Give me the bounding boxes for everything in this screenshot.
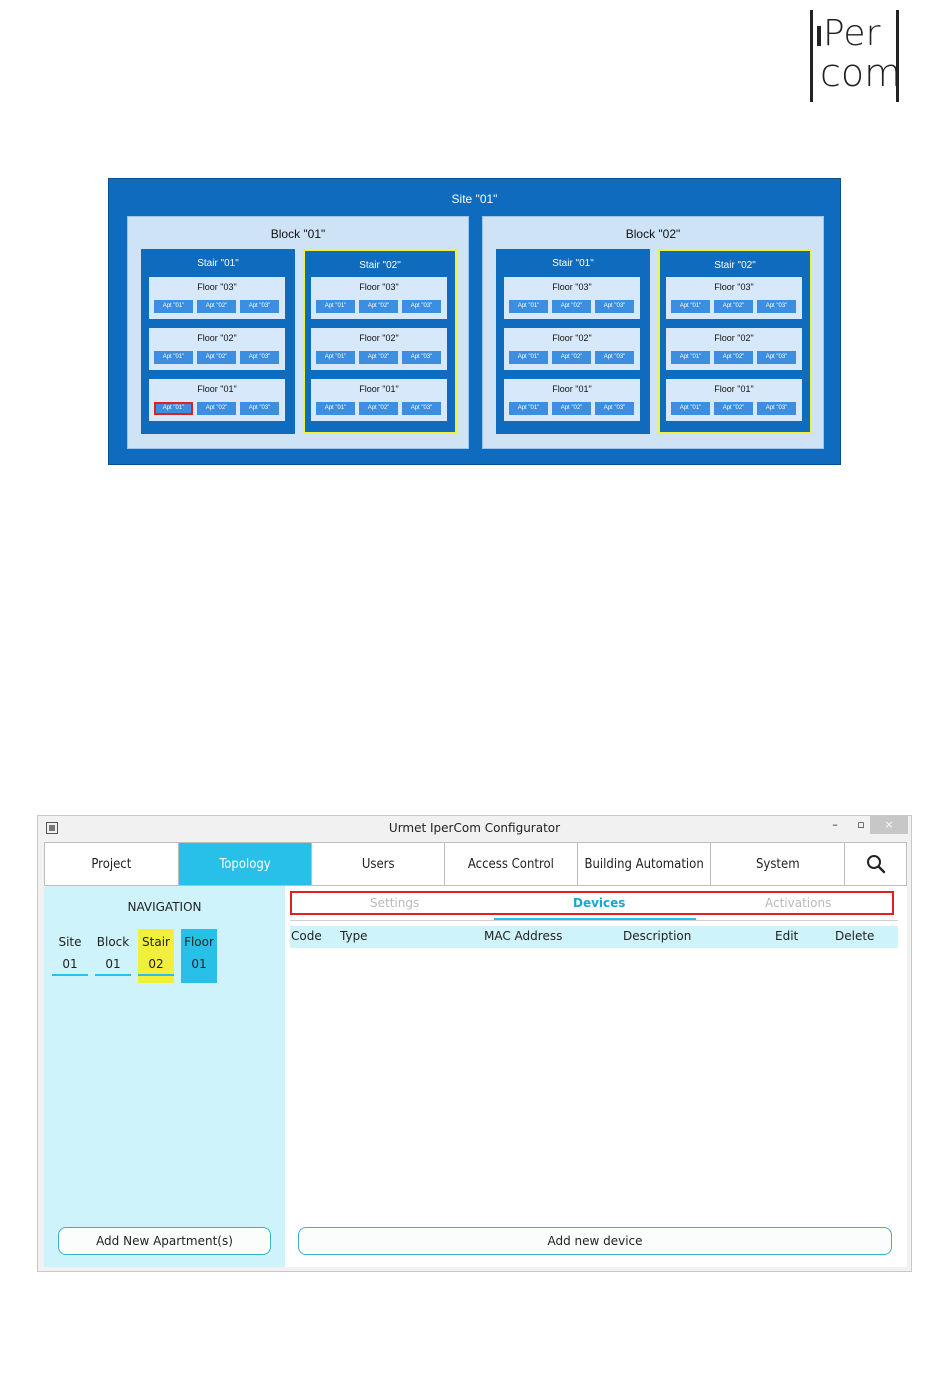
apartment: Apt "02" bbox=[552, 402, 591, 415]
logo-i-stem bbox=[817, 26, 821, 46]
search-icon bbox=[866, 854, 886, 874]
floor bbox=[504, 328, 640, 370]
nav-floor-value: 01 bbox=[181, 957, 217, 976]
apartment: Apt "02" bbox=[197, 351, 236, 364]
nav-stair-label: Stair bbox=[142, 935, 170, 949]
floor bbox=[666, 379, 802, 421]
main-menu-bar bbox=[44, 842, 907, 886]
floor-label: Floor "02" bbox=[714, 333, 754, 343]
apartment: Apt "02" bbox=[197, 300, 236, 313]
col-edit: Edit bbox=[775, 929, 799, 943]
col-code: Code bbox=[291, 929, 322, 943]
close-button[interactable]: × bbox=[870, 816, 908, 834]
stair-2 bbox=[303, 249, 457, 434]
minimize-button[interactable]: – bbox=[832, 818, 838, 831]
logo-text-per: Per bbox=[823, 13, 881, 54]
nav-floor-label: Floor bbox=[184, 935, 214, 949]
floor-label: Floor "02" bbox=[552, 333, 592, 343]
apartment: Apt "01" bbox=[154, 300, 193, 313]
col-mac-address: MAC Address bbox=[484, 929, 563, 943]
apartment: Apt "01" bbox=[509, 351, 548, 364]
apartment: Apt "03" bbox=[240, 351, 279, 364]
floor bbox=[149, 328, 285, 370]
floor bbox=[149, 277, 285, 319]
apartment-row bbox=[154, 351, 279, 364]
ipercom-logo bbox=[808, 10, 903, 105]
devices-panel bbox=[285, 886, 907, 1267]
apartment-row bbox=[154, 402, 279, 415]
apartment-row bbox=[154, 300, 279, 313]
apartment-row bbox=[316, 351, 441, 364]
nav-site-value: 01 bbox=[52, 957, 88, 976]
menu-users[interactable]: Users bbox=[312, 843, 445, 885]
floor-label: Floor "03" bbox=[359, 282, 399, 292]
menu-topology[interactable]: Topology bbox=[179, 843, 313, 885]
floor-label: Floor "01" bbox=[359, 384, 399, 394]
floor bbox=[311, 328, 447, 370]
apartment: Apt "03" bbox=[757, 402, 796, 415]
add-apartment-button[interactable]: Add New Apartment(s) bbox=[58, 1227, 271, 1255]
nav-stair[interactable] bbox=[138, 929, 174, 983]
floor bbox=[311, 379, 447, 421]
floor-label: Floor "03" bbox=[197, 282, 237, 292]
apartment: Apt "01" bbox=[671, 402, 710, 415]
apartment-row bbox=[316, 402, 441, 415]
subtab-settings[interactable]: Settings bbox=[370, 896, 420, 910]
block-label: Block "01" bbox=[270, 227, 326, 241]
configurator-window bbox=[37, 815, 912, 1272]
stair-1 bbox=[141, 249, 295, 434]
stair-label: Stair "01" bbox=[197, 258, 239, 269]
nav-stair-value: 02 bbox=[138, 957, 174, 976]
apartment: Apt "01" bbox=[509, 300, 548, 313]
apartment-row bbox=[509, 300, 634, 313]
maximize-button[interactable]: ▫ bbox=[857, 818, 865, 831]
block-label: Block "02" bbox=[625, 227, 681, 241]
menu-project[interactable]: Project bbox=[45, 843, 179, 885]
stair-label: Stair "01" bbox=[552, 258, 594, 269]
stair-1 bbox=[496, 249, 650, 434]
floor bbox=[666, 328, 802, 370]
apartment-row bbox=[671, 402, 796, 415]
apartment: Apt "03" bbox=[240, 402, 279, 415]
apartment: Apt "03" bbox=[402, 300, 441, 313]
menu-system[interactable]: System bbox=[711, 843, 845, 885]
apartment: Apt "02" bbox=[714, 300, 753, 313]
floor bbox=[149, 379, 285, 421]
logo-left-bar bbox=[810, 10, 813, 102]
menu-building-automation[interactable]: Building Automation bbox=[578, 843, 712, 885]
apartment-selected: Apt "01" bbox=[154, 402, 193, 415]
floor bbox=[504, 379, 640, 421]
apartment: Apt "03" bbox=[595, 402, 634, 415]
apartment: Apt "01" bbox=[316, 300, 355, 313]
col-type: Type bbox=[340, 929, 368, 943]
navigation-panel bbox=[44, 886, 285, 1267]
nav-site-label: Site bbox=[58, 935, 82, 949]
col-description: Description bbox=[623, 929, 692, 943]
apartment: Apt "02" bbox=[552, 300, 591, 313]
nav-block-label: Block bbox=[96, 935, 130, 949]
subtab-devices[interactable]: Devices bbox=[573, 896, 626, 910]
apartment: Apt "03" bbox=[402, 351, 441, 364]
block-2 bbox=[482, 216, 824, 449]
add-device-button[interactable]: Add new device bbox=[298, 1227, 892, 1255]
apartment: Apt "01" bbox=[671, 351, 710, 364]
block-1 bbox=[127, 216, 469, 449]
floor-label: Floor "01" bbox=[197, 384, 237, 394]
apartment: Apt "01" bbox=[316, 402, 355, 415]
floor bbox=[666, 277, 802, 319]
stair-label: Stair "02" bbox=[714, 260, 756, 271]
apartment-row bbox=[509, 402, 634, 415]
menu-access-control[interactable]: Access Control bbox=[445, 843, 578, 885]
subtab-divider bbox=[290, 920, 898, 921]
floor-label: Floor "01" bbox=[552, 384, 592, 394]
apartment: Apt "02" bbox=[359, 351, 398, 364]
stair-label: Stair "02" bbox=[359, 260, 401, 271]
stair-2 bbox=[658, 249, 812, 434]
apartment-row bbox=[316, 300, 441, 313]
apartment: Apt "03" bbox=[595, 351, 634, 364]
floor-label: Floor "02" bbox=[359, 333, 399, 343]
window-title: Urmet IperCom Configurator bbox=[388, 821, 561, 835]
apartment: Apt "03" bbox=[757, 351, 796, 364]
nav-block-value: 01 bbox=[95, 957, 131, 976]
floor bbox=[504, 277, 640, 319]
logo-text-com: com bbox=[820, 51, 902, 95]
devices-table-header bbox=[290, 926, 898, 948]
apartment: Apt "02" bbox=[714, 351, 753, 364]
apartment-row bbox=[509, 351, 634, 364]
col-delete: Delete bbox=[835, 929, 875, 943]
floor bbox=[311, 277, 447, 319]
apartment-row bbox=[671, 300, 796, 313]
subtab-activations[interactable]: Activations bbox=[765, 896, 832, 910]
apartment: Apt "02" bbox=[359, 300, 398, 313]
floor-label: Floor "01" bbox=[714, 384, 754, 394]
apartment: Apt "03" bbox=[757, 300, 796, 313]
apartment: Apt "01" bbox=[509, 402, 548, 415]
nav-block[interactable] bbox=[95, 929, 131, 983]
apartment: Apt "02" bbox=[359, 402, 398, 415]
apartment: Apt "01" bbox=[671, 300, 710, 313]
floor-label: Floor "02" bbox=[197, 333, 237, 343]
apartment: Apt "02" bbox=[552, 351, 591, 364]
apartment: Apt "01" bbox=[154, 351, 193, 364]
floor-label: Floor "03" bbox=[552, 282, 592, 292]
apartment: Apt "03" bbox=[402, 402, 441, 415]
title-bar bbox=[38, 816, 911, 840]
site-label: Site "01" bbox=[451, 192, 498, 206]
search-button[interactable] bbox=[845, 843, 906, 885]
apartment: Apt "01" bbox=[316, 351, 355, 364]
apartment: Apt "03" bbox=[595, 300, 634, 313]
nav-floor[interactable] bbox=[181, 929, 217, 983]
apartment-row bbox=[671, 351, 796, 364]
navigation-title: NAVIGATION bbox=[127, 900, 202, 914]
apartment: Apt "02" bbox=[197, 402, 236, 415]
nav-site[interactable] bbox=[52, 929, 88, 983]
apartment: Apt "02" bbox=[714, 402, 753, 415]
floor-label: Floor "03" bbox=[714, 282, 754, 292]
topology-diagram bbox=[108, 178, 841, 465]
subtab-bar bbox=[290, 891, 894, 915]
apartment: Apt "03" bbox=[240, 300, 279, 313]
